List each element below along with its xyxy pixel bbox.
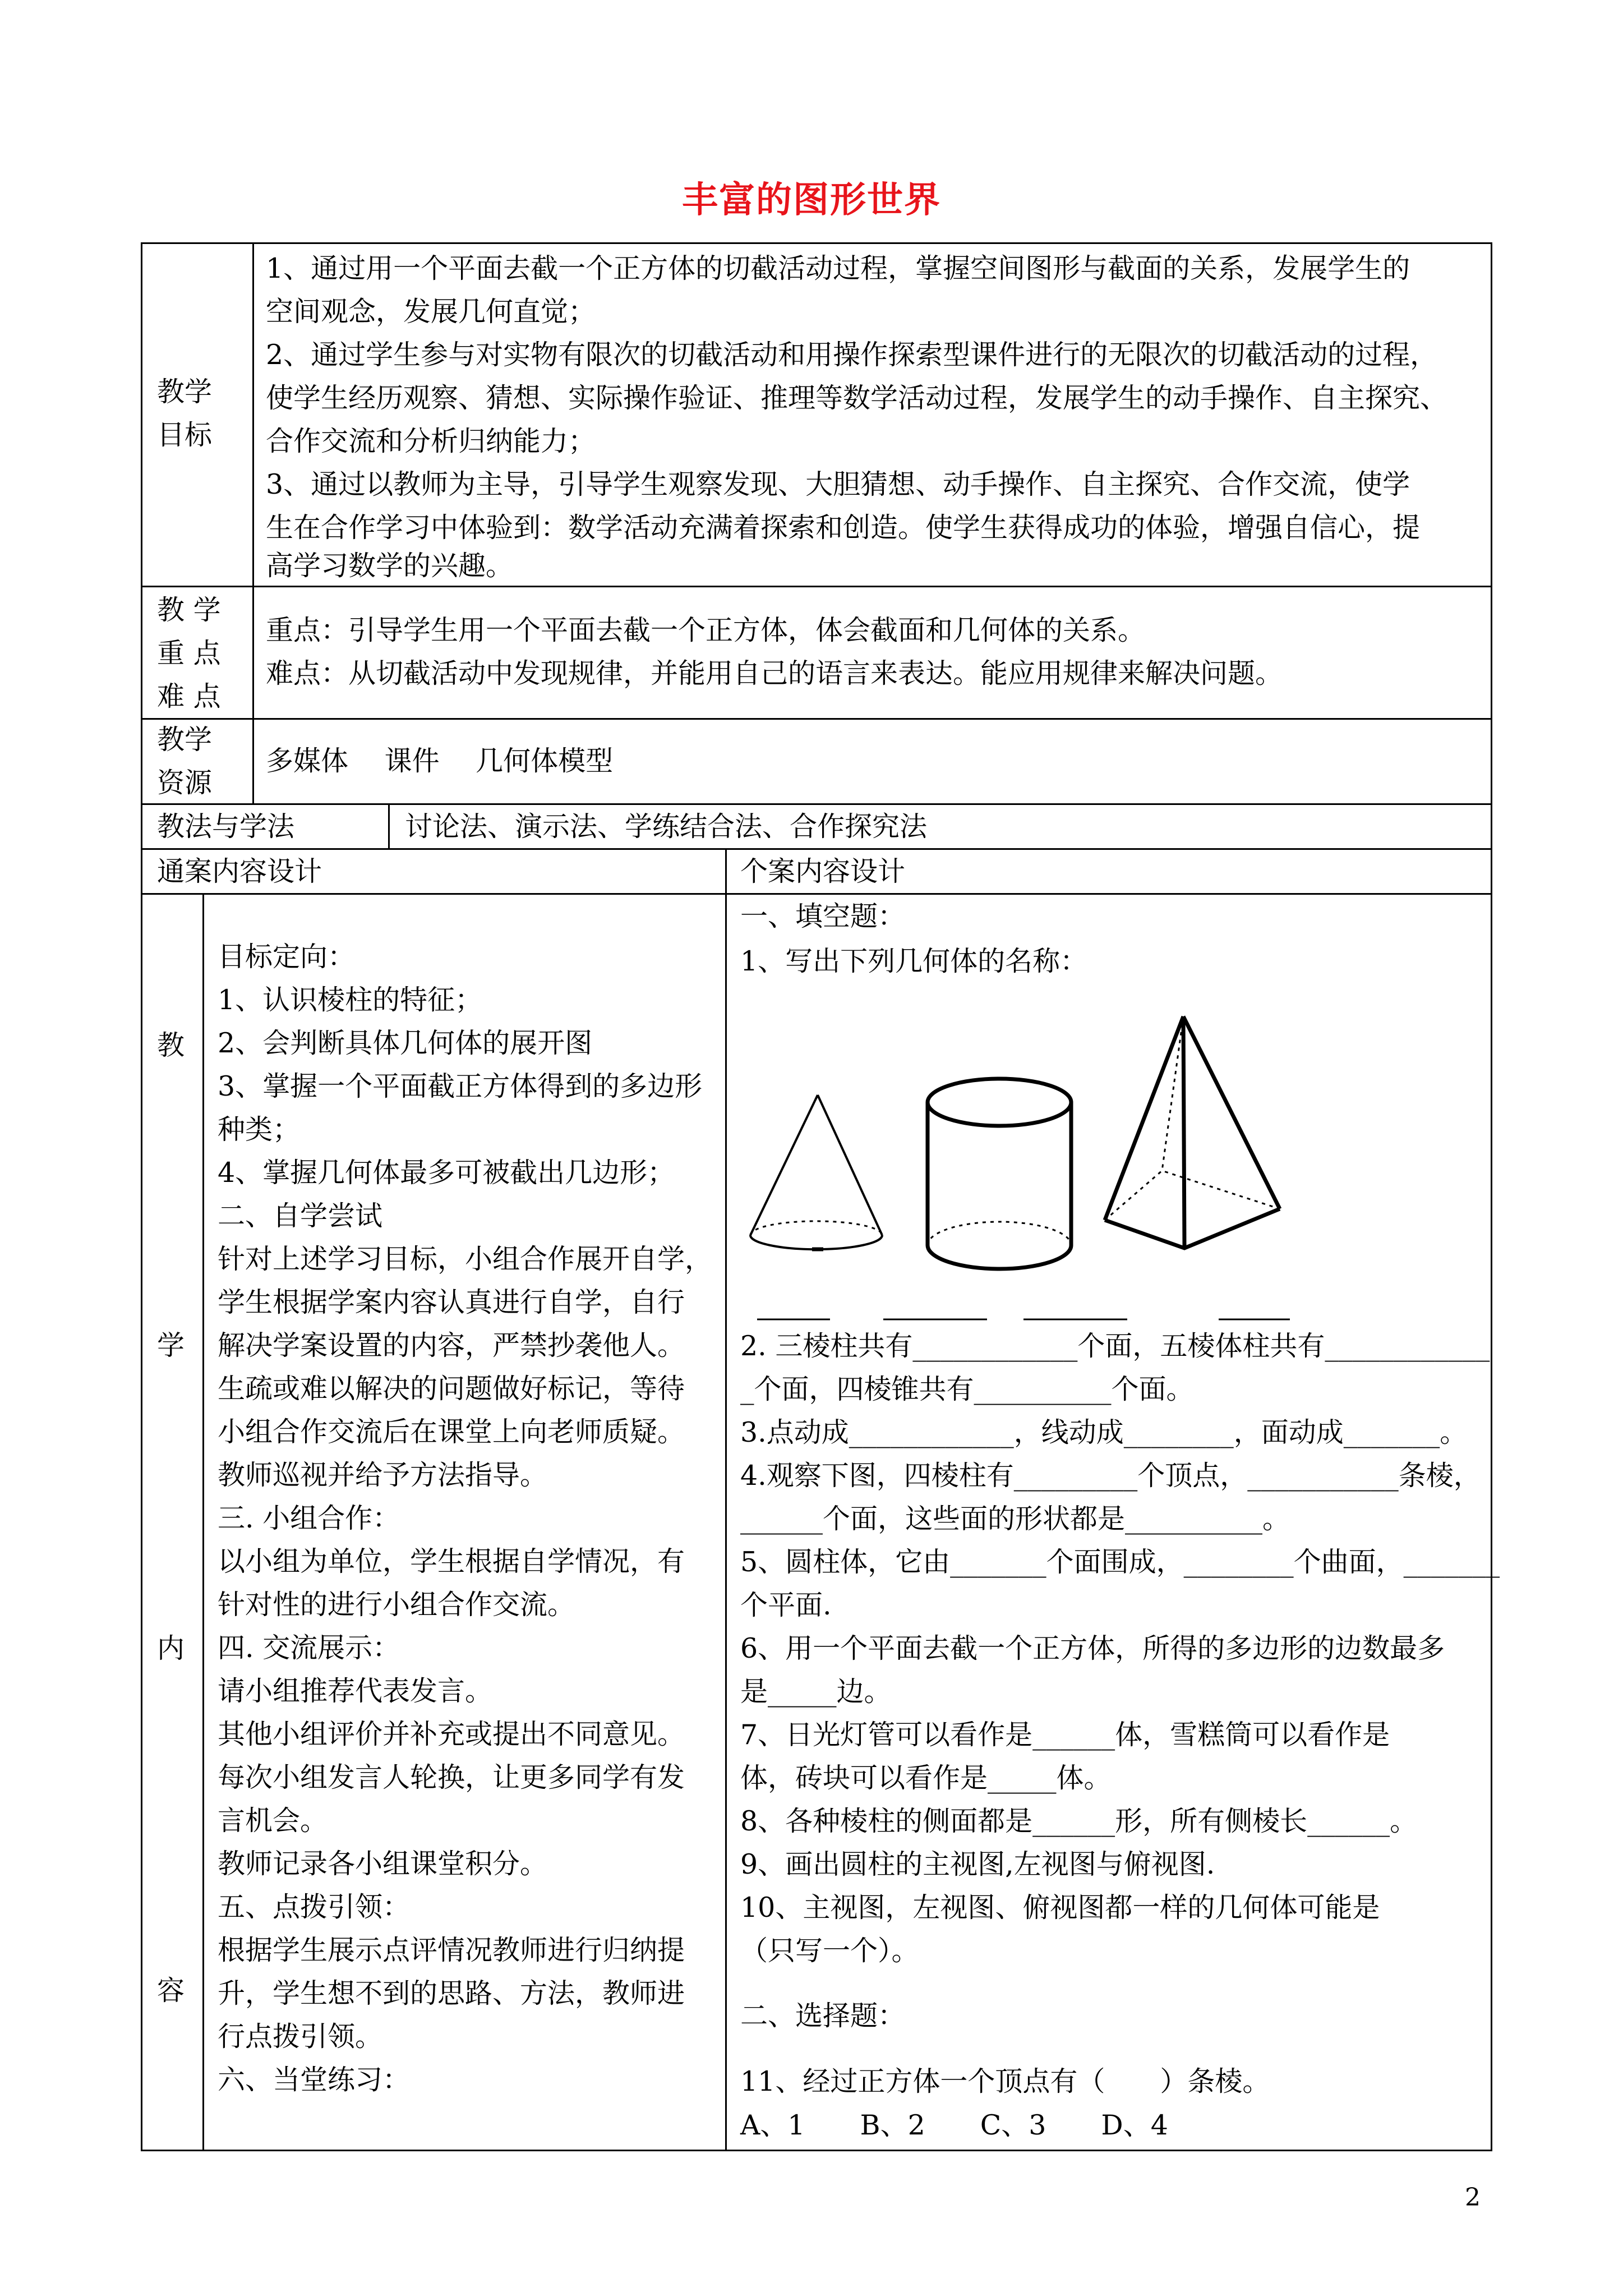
section-heading: 一、填空题： [740, 900, 906, 932]
question-line: 5、圆柱体，它由_______个面围成，________个曲面，_______ [740, 1546, 1500, 1578]
general-line: 教师记录各小组课堂积分。 [218, 1848, 548, 1880]
content-label: 教 [157, 1029, 185, 1061]
general-line: 其他小组评价并补充或提出不同意见。 [218, 1718, 685, 1750]
objective-line: 1、通过用一个平面去截一个正方体的切截活动过程，掌握空间图形与截面的关系，发展学生的 [266, 252, 1410, 284]
general-plan-header: 通案内容设计 [157, 855, 322, 887]
question-line: 11、经过正方体一个顶点有（ ）条棱。 [740, 2065, 1270, 2097]
cone-shape [750, 1095, 882, 1249]
question-line: 9、画出圆柱的主视图,左视图与俯视图. [740, 1848, 1215, 1880]
objective-line: 高学习数学的兴趣。 [266, 550, 514, 582]
objectives-label: 目标 [157, 419, 213, 451]
general-line: 请小组推荐代表发言。 [218, 1675, 493, 1707]
general-line: 教师巡视并给予方法指导。 [218, 1459, 548, 1491]
cylinder-shape [928, 1079, 1071, 1269]
objective-line: 3、通过以教师为主导，引导学生观察发现、大胆猜想、动手操作、自主探究、合作交流，使学 [266, 468, 1410, 500]
general-line: 4、掌握几何体最多可被截出几边形； [218, 1157, 675, 1189]
methods-label: 教法与学法 [157, 811, 295, 843]
general-line: 2、会判断具体几何体的展开图 [218, 1027, 593, 1059]
question-line: 3.点动成____________，线动成________，面动成_______。 [740, 1416, 1468, 1448]
objective-line: 空间观念，发展几何直觉； [266, 296, 596, 328]
column-divider [252, 242, 254, 803]
key-points-label: 重 点 [157, 637, 221, 669]
objective-line: 使学生经历观察、猜想、实际操作验证、推理等数学活动过程，发展学生的动手操作、自主探究、 [266, 382, 1448, 414]
general-line: 每次小组发言人轮换，让更多同学有发 [218, 1761, 685, 1793]
general-line: 针对上述学习目标，小组合作展开自学， [218, 1243, 713, 1275]
objectives-label: 教学 [157, 376, 213, 408]
general-line: 六、当堂练习： [218, 2064, 411, 2096]
question-line: （只写一个）。 [740, 1935, 919, 1967]
question-line: 是_____边。 [740, 1676, 892, 1708]
question-line: ______个面，这些面的形状都是__________。 [740, 1503, 1290, 1535]
general-line: 四. 交流展示： [218, 1632, 400, 1664]
methods-text: 讨论法、演示法、学练结合法、合作探究法 [405, 811, 928, 843]
difficulty-line: 难点：从切截活动中发现规律，并能用自己的语言来表达。能应用规律来解决问题。 [266, 657, 1283, 689]
resources-label: 教学 [157, 724, 213, 756]
question-line: 体，砖块可以看作是_____体。 [740, 1762, 1112, 1794]
key-points-label: 教 学 [157, 594, 221, 626]
section-heading: 二、选择题： [740, 2000, 906, 2032]
question-line: 10、主视图，左视图、俯视图都一样的几何体可能是 [740, 1892, 1380, 1924]
general-line: 小组合作交流后在课堂上向老师质疑。 [218, 1416, 685, 1448]
general-line: 行点拨引领。 [218, 2021, 383, 2053]
general-line: 解决学案设置的内容，严禁抄袭他人。 [218, 1329, 685, 1361]
general-line: 三. 小组合作： [218, 1502, 400, 1534]
general-line: 生疏或难以解决的问题做好标记，等待 [218, 1373, 685, 1405]
general-line: 种类； [218, 1114, 301, 1145]
question-line: 4.观察下图，四棱柱有_________个顶点，___________条棱， [740, 1460, 1481, 1492]
general-line: 3、掌握一个平面截正方体得到的多边形 [218, 1070, 703, 1102]
general-line: 以小组为单位，学生根据自学情况，有 [218, 1545, 685, 1577]
general-line: 1、认识棱柱的特征； [218, 984, 483, 1016]
column-divider [725, 848, 727, 2151]
column-divider [388, 803, 390, 848]
resources-text: 多媒体 课件 几何体模型 [266, 745, 614, 777]
geometric-solids-figure [740, 993, 1301, 1346]
content-label: 学 [157, 1329, 185, 1361]
question-line: 个平面. [740, 1589, 832, 1621]
general-line: 针对性的进行小组合作交流。 [218, 1589, 575, 1621]
content-label: 容 [157, 1975, 185, 2007]
resources-label: 资源 [157, 767, 213, 799]
general-line: 根据学生展示点评情况教师进行归纳提 [218, 1934, 685, 1966]
general-line: 五、点拨引领： [218, 1891, 411, 1923]
pyramid-shape [1105, 1016, 1280, 1248]
page-title: 丰富的图形世界 [682, 180, 941, 221]
general-line: 目标定向： [218, 941, 356, 973]
question-line: 7、日光灯管可以看作是______体，雪糕筒可以看作是 [740, 1719, 1390, 1751]
general-line: 升，学生想不到的思路、方法，教师进 [218, 1977, 685, 2009]
row-divider [141, 718, 1492, 720]
key-point-line: 重点：引导学生用一个平面去截一个正方体，体会截面和几何体的关系。 [266, 614, 1146, 646]
objective-line: 合作交流和分析归纳能力； [266, 425, 596, 457]
general-line: 言机会。 [218, 1805, 328, 1837]
content-label: 内 [157, 1632, 185, 1664]
question-line: 1、写出下列几何体的名称： [740, 945, 1088, 977]
general-line: 二、自学尝试 [218, 1200, 383, 1232]
page-number: 2 [1465, 2183, 1481, 2212]
general-line: 学生根据学案内容认真进行自学，自行 [218, 1286, 685, 1318]
objective-line: 2、通过学生参与对实物有限次的切截活动和用操作探索型课件进行的无限次的切截活动的过程， [266, 339, 1438, 371]
key-points-label: 难 点 [157, 680, 221, 712]
question-line: 2. 三棱柱共有____________个面，五棱体柱共有____________ [740, 1330, 1490, 1362]
column-divider [202, 893, 204, 2151]
choice-options: A、1 B、2 C、3 D、4 [740, 2109, 1168, 2141]
question-line: _个面，四棱锥共有__________个面。 [740, 1373, 1194, 1405]
individual-plan-header: 个案内容设计 [740, 855, 906, 887]
question-line: 8、各种棱柱的侧面都是______形，所有侧棱长______。 [740, 1805, 1418, 1837]
objective-line: 生在合作学习中体验到：数学活动充满着探索和创造。使学生获得成功的体验，增强自信心，提 [266, 512, 1421, 544]
question-line: 6、用一个平面去截一个正方体，所得的多边形的边数最多 [740, 1632, 1445, 1664]
